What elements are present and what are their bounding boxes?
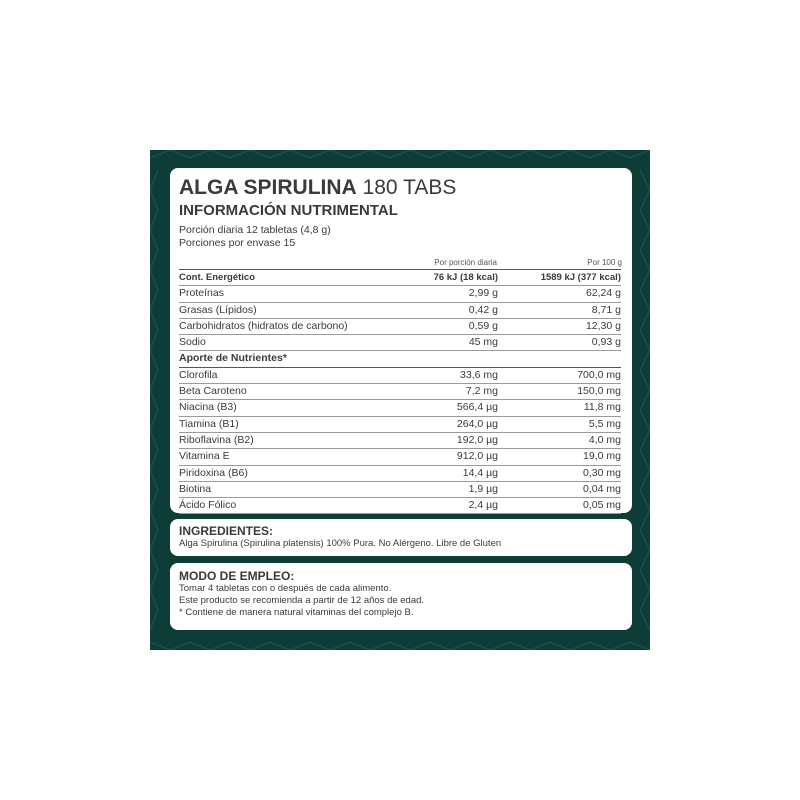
title-light: 180 TABS (362, 176, 457, 199)
nutrition-table (179, 269, 621, 514)
table-row (179, 367, 621, 383)
row-value-serving: 912,0 µg (381, 449, 506, 465)
table-row (179, 335, 621, 351)
row-value-100g: 62,24 g (506, 286, 621, 302)
row-value-100g: 12,30 g (506, 318, 621, 334)
col-per-serving-header: Por porción diaria (434, 258, 497, 267)
table-row-nutrients-header (179, 351, 621, 367)
row-value-serving: 14,4 µg (381, 465, 506, 481)
table-row (179, 481, 621, 497)
nutrition-subtitle: INFORMACIÓN NUTRIMENTAL (179, 202, 398, 219)
usage-card (170, 563, 632, 630)
row-name: Proteínas (179, 286, 381, 302)
row-value-100g: 11,8 mg (506, 400, 621, 416)
table-row (179, 449, 621, 465)
row-value-serving: 566,4 µg (381, 400, 506, 416)
row-name: Sodio (179, 335, 381, 351)
row-name: Beta Caroteno (179, 384, 381, 400)
table-row (179, 416, 621, 432)
row-name: Niacina (B3) (179, 400, 381, 416)
row-value-serving: 192,0 µg (381, 432, 506, 448)
row-value-serving: 7,2 mg (381, 384, 506, 400)
row-value-100g: 4,0 mg (506, 432, 621, 448)
table-row (179, 432, 621, 448)
row-name: Biotina (179, 481, 381, 497)
table-row (179, 498, 621, 514)
row-value-100g: 19,0 mg (506, 449, 621, 465)
usage-title: MODO DE EMPLEO: (179, 569, 295, 583)
row-value-serving: 76 kJ (18 kcal) (381, 270, 506, 286)
servings-per-pack: Porciones por envase 15 (179, 236, 296, 249)
table-row (179, 384, 621, 400)
row-value-100g: 150,0 mg (506, 384, 621, 400)
section-header: Aporte de Nutrientes* (179, 351, 381, 367)
row-value-100g: 700,0 mg (506, 367, 621, 383)
row-value-100g: 0,93 g (506, 335, 621, 351)
serving-size: Porción diaria 12 tabletas (4,8 g) (179, 224, 331, 236)
table-row (179, 302, 621, 318)
nutrition-card (170, 168, 632, 513)
usage-line: * Contiene de manera natural vitaminas del complejo B. (179, 607, 414, 618)
row-value-100g: 5,5 mg (506, 416, 621, 432)
product-title (179, 176, 622, 200)
table-row (179, 465, 621, 481)
table-row-energy (179, 270, 621, 286)
row-value-100g: 0,30 mg (506, 465, 621, 481)
row-name: Clorofila (179, 367, 381, 383)
row-name: Piridoxina (B6) (179, 465, 381, 481)
row-value-serving: 33,6 mg (381, 367, 506, 383)
ingredients-title: INGREDIENTES: (179, 524, 274, 538)
title-bold: ALGA SPIRULINA (179, 176, 357, 199)
row-name: Ácido Fólico (179, 498, 381, 514)
row-name: Cont. Energético (179, 270, 381, 286)
row-value-serving: 2,4 µg (381, 498, 506, 514)
row-value-serving: 2,99 g (381, 286, 506, 302)
row-name: Vitamina E (179, 449, 381, 465)
label-panel (150, 150, 650, 650)
row-value-100g: 0,04 mg (506, 481, 621, 497)
table-row (179, 400, 621, 416)
row-value-100g: 8,71 g (506, 302, 621, 318)
col-per-100g-header: Por 100 g (587, 258, 622, 267)
row-name: Carbohidratos (hidratos de carbono) (179, 318, 381, 334)
table-row (179, 318, 621, 334)
row-name: Grasas (Lípidos) (179, 302, 381, 318)
column-headers (179, 255, 622, 269)
row-value-100g: 0,05 mg (506, 498, 621, 514)
row-value-serving: 45 mg (381, 335, 506, 351)
table-row (179, 286, 621, 302)
usage-line: Tomar 4 tabletas con o después de cada alimento. (179, 583, 392, 594)
row-name: Riboflavina (B2) (179, 432, 381, 448)
row-value-serving: 264,0 µg (381, 416, 506, 432)
ingredients-text: Alga Spirulina (Spirulina platensis) 100% Pura. No Alérgeno. Libre de Gluten (179, 538, 502, 549)
row-value-100g: 1589 kJ (377 kcal) (506, 270, 621, 286)
row-value-serving: 0,42 g (381, 302, 506, 318)
serving-info (179, 224, 622, 249)
usage-line: Este producto se recomienda a partir de 12 años de edad. (179, 595, 425, 606)
row-value-serving: 1,9 µg (381, 481, 506, 497)
ingredients-card (170, 519, 632, 556)
row-value-serving: 0,59 g (381, 318, 506, 334)
row-name: Tiamina (B1) (179, 416, 381, 432)
